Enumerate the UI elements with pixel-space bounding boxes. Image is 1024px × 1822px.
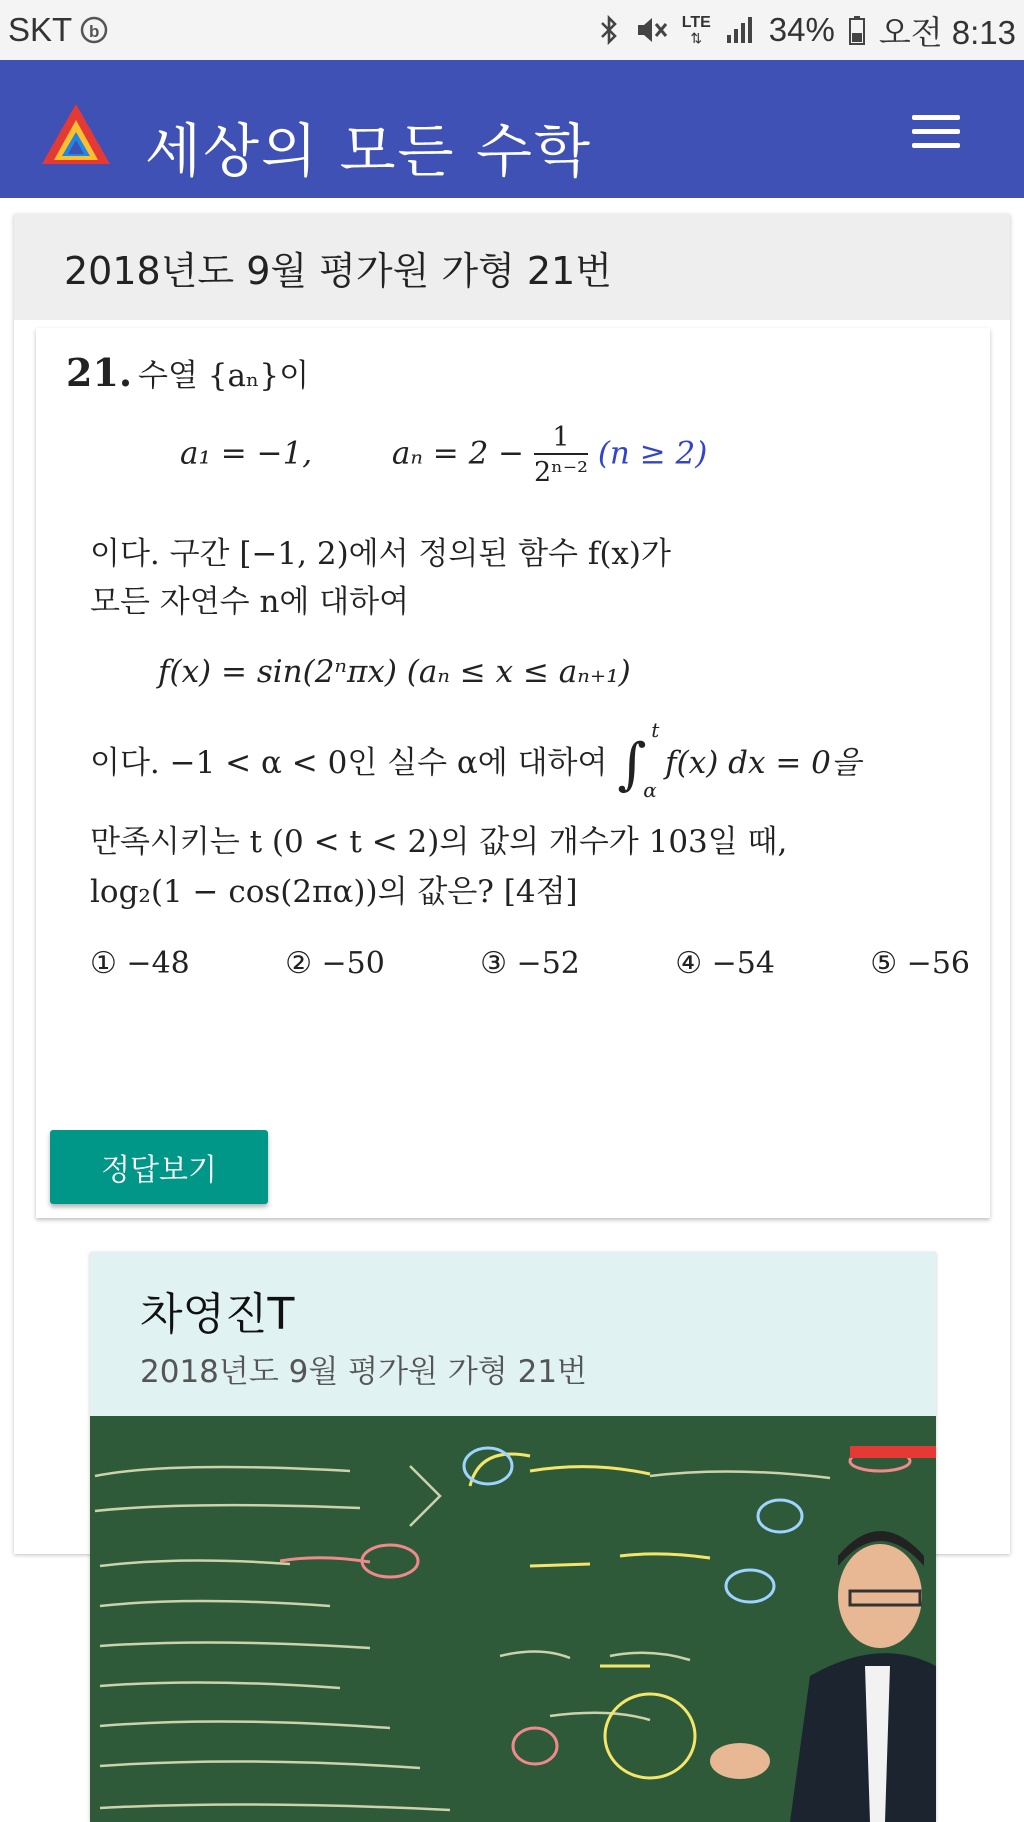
app-title: 세상의 모든 수학 xyxy=(145,117,593,185)
problem-line-6: log₂(1 − cos(2πα))의 값은? [4점] xyxy=(90,874,578,910)
card-header xyxy=(14,214,1010,320)
problem-line-2: 이다. 구간 [−1, 2)에서 정의된 함수 f(x)가 xyxy=(90,536,671,572)
svg-text:b: b xyxy=(89,22,100,41)
video-card[interactable] xyxy=(90,1252,936,1822)
card-title: 2018년도 9월 평가원 가형 21번 xyxy=(64,249,612,293)
choice-2: ② −50 xyxy=(285,946,385,981)
choice-3: ③ −52 xyxy=(480,946,580,981)
choice-1: ① −48 xyxy=(90,946,190,981)
formula-f: f(x) = sin(2ⁿπx) (aₙ ≤ x ≤ aₙ₊₁) xyxy=(158,654,631,690)
line4-prefix: 이다. −1 < α < 0인 실수 α에 대하여 xyxy=(90,745,608,781)
integral-lower: α xyxy=(643,778,657,802)
battery-percent: 34% xyxy=(768,11,835,48)
show-answer-button[interactable]: 정답보기 xyxy=(50,1130,268,1204)
problem-line-4 xyxy=(90,718,861,802)
triangle-logo-icon[interactable] xyxy=(40,102,112,166)
integrand: f(x) dx = 0을 xyxy=(665,745,861,781)
def-condition: (n ≥ 2) xyxy=(597,435,708,472)
answer-choices xyxy=(90,946,970,981)
choice-4: ④ −54 xyxy=(675,946,775,981)
problem-line-3: 모든 자연수 n에 대하여 xyxy=(90,584,410,620)
problem-number: 21. xyxy=(66,350,133,395)
signal-icon xyxy=(725,15,755,45)
battery-icon xyxy=(849,15,865,45)
video-thumbnail[interactable] xyxy=(90,1416,936,1822)
lte-label: LTE xyxy=(681,14,711,31)
choice-5: ⑤ −56 xyxy=(870,946,970,981)
hamburger-menu-icon[interactable] xyxy=(912,115,960,155)
problem-image xyxy=(36,328,990,1218)
clock: 오전 8:13 xyxy=(878,13,1016,51)
b-circle-icon xyxy=(80,16,108,44)
integral-sign: ∫ t α xyxy=(617,718,660,802)
bluetooth-icon xyxy=(598,14,620,46)
sequence-definition xyxy=(180,422,707,488)
teacher-name: 차영진T xyxy=(140,1289,295,1340)
video-subtitle: 2018년도 9월 평가원 가형 21번 xyxy=(140,1354,587,1390)
carrier-label: SKT xyxy=(8,11,73,48)
integral-upper: t xyxy=(651,718,660,742)
def-an-lhs: aₙ = 2 − xyxy=(391,435,525,472)
lte-icon: LTE ⇅ xyxy=(681,14,711,46)
status-bar xyxy=(0,0,1024,60)
def-a1: a₁ = −1, xyxy=(180,435,313,472)
mute-icon xyxy=(634,14,668,46)
fraction-denominator: 2ⁿ⁻² xyxy=(534,457,588,488)
problem-line-5: 만족시키는 t (0 < t < 2)의 값의 개수가 103일 때, xyxy=(90,824,788,860)
def-fraction xyxy=(534,422,588,488)
app-bar xyxy=(0,60,1024,198)
problem-intro: 수열 {aₙ}이 xyxy=(138,358,310,394)
fraction-numerator: 1 xyxy=(534,422,588,455)
